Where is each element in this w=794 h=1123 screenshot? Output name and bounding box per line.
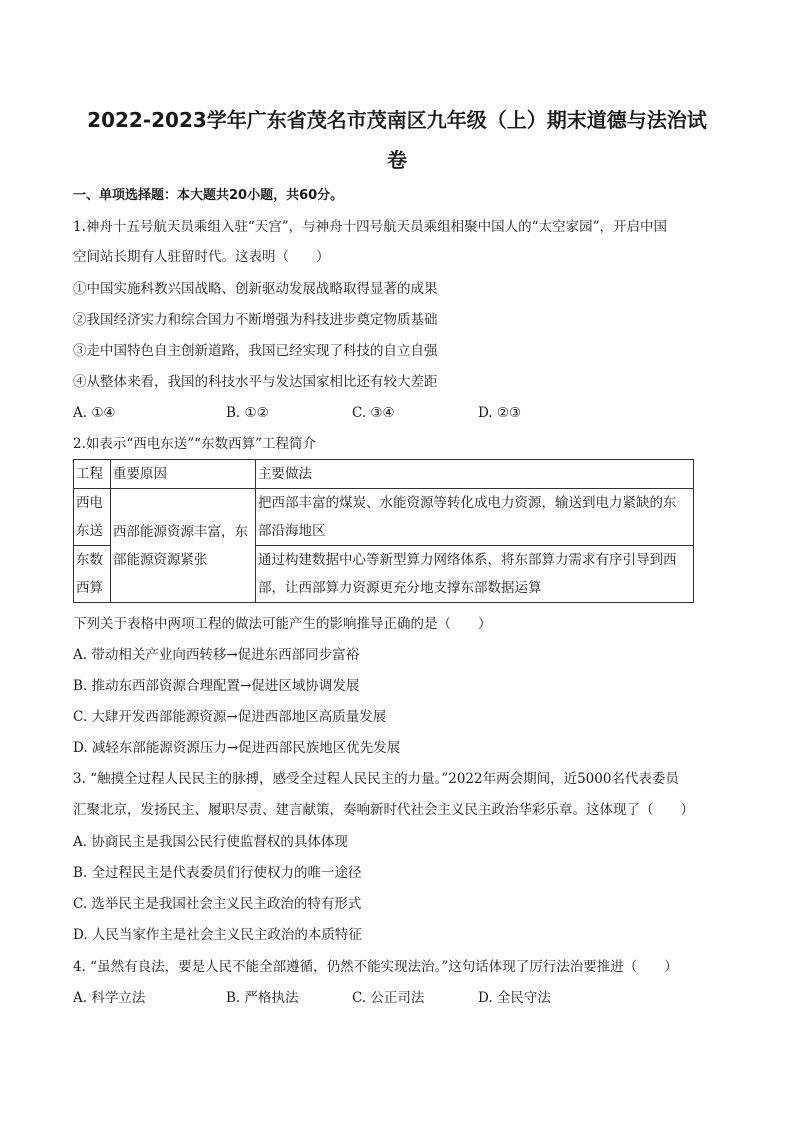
table-row xyxy=(74,489,694,546)
q4-option-a[interactable]: A. 科学立法 xyxy=(73,990,146,1006)
row2-project-line-1: 东数 xyxy=(76,552,103,568)
q3-option-c[interactable]: C. 选举民主是我国社会主义民主政治的特有形式 xyxy=(73,896,362,912)
q3-option-a[interactable]: A. 协商民主是我国公民行使监督权的具体体现 xyxy=(73,834,348,850)
exam-title xyxy=(60,100,734,180)
row2-project-line-2: 西算 xyxy=(76,580,103,596)
q4-option-c[interactable]: C. 公正司法 xyxy=(352,990,425,1006)
q2-option-c[interactable]: C. 大肆开发西部能源资源→促进西部地区高质量发展 xyxy=(73,709,387,725)
q4-stem: 4. “虽然有良法，要是人民不能全部遵循，仍然不能实现法治。”这句话体现了厉行法治要推进（ ） xyxy=(73,959,678,975)
q3-option-d[interactable]: D. 人民当家作主是社会主义民主政治的本质特征 xyxy=(73,927,362,943)
row1-project-line-2: 东送 xyxy=(76,523,103,539)
q1-option-d[interactable]: D. ②③ xyxy=(478,405,522,421)
shared-reason-cell xyxy=(111,489,256,603)
q1-stem-line-1: 1.神舟十五号航天员乘组入驻“天宫”，与神舟十四号航天员乘组相聚中国人的“太空家园”，开启中国 xyxy=(73,219,667,235)
header-method: 主要做法 xyxy=(256,460,694,489)
q1-option-c[interactable]: C. ③④ xyxy=(352,405,395,421)
project-table xyxy=(73,459,694,603)
row1-method-line-2: 部沿海地区 xyxy=(258,523,326,539)
q2-option-b[interactable]: B. 推动东西部资源合理配置→促进区域协调发展 xyxy=(73,678,360,694)
q2-intro: 2.如表示“西电东送”“东数西算”工程简介 xyxy=(73,436,316,452)
header-project: 工程 xyxy=(74,460,111,489)
header-reason: 重要原因 xyxy=(111,460,256,489)
q1-option-b[interactable]: B. ①② xyxy=(226,405,269,421)
row2-project-cell xyxy=(74,546,111,603)
title-line-1: 2022-2023学年广东省茂名市茂南区九年级（上）期末道德与法治试 xyxy=(87,108,707,132)
q4-option-d[interactable]: D. 全民守法 xyxy=(478,990,551,1006)
row2-method-line-2: 部，让西部算力资源更充分地支撑东部数据运算 xyxy=(258,580,542,596)
q4-option-b[interactable]: B. 严格执法 xyxy=(226,990,299,1006)
row2-method-cell xyxy=(256,546,694,603)
q1-statement-3: ③走中国特色自主创新道路，我国已经实现了科技的自立自强 xyxy=(73,343,438,359)
reason-line-2: 部能源资源紧张 xyxy=(113,551,208,568)
q3-option-b[interactable]: B. 全过程民主是代表委员们行使权力的唯一途径 xyxy=(73,865,362,881)
q2-stem: 下列关于表格中两项工程的做法可能产生的影响推导正确的是（ ） xyxy=(73,616,492,632)
table-header-row xyxy=(74,460,694,489)
section-heading: 一、单项选择题：本大题共20小题，共60分。 xyxy=(73,188,344,203)
row1-method-line-1: 把西部丰富的煤炭、水能资源等转化成电力资源，输送到电力紧缺的东 xyxy=(258,495,677,511)
q2-option-d[interactable]: D. 减轻东部能源资源压力→促进西部民族地区优先发展 xyxy=(73,740,401,756)
q1-statement-1: ①中国实施科教兴国战略、创新驱动发展战略取得显著的成果 xyxy=(73,281,438,297)
q3-stem-line-2: 汇聚北京，发扬民主、履职尽责、建言献策，奏响新时代社会主义民主政治华彩乐章。这体现了（ ） xyxy=(73,802,694,818)
row1-method-cell xyxy=(256,489,694,546)
row1-project-line-1: 西电 xyxy=(76,495,103,511)
q1-statement-4: ④从整体来看，我国的科技水平与发达国家相比还有较大差距 xyxy=(73,374,438,390)
q3-stem-line-1: 3. “触摸全过程人民民主的脉搏，感受全过程人民民主的力量。”2022年两会期间，近5000名代表委员 xyxy=(73,771,679,787)
row1-project-cell xyxy=(74,489,111,546)
q1-option-a[interactable]: A. ①④ xyxy=(73,405,116,421)
q1-statement-2: ②我国经济实力和综合国力不断增强为科技进步奠定物质基础 xyxy=(73,312,438,328)
reason-line-1: 西部能源资源丰富，东 xyxy=(113,523,248,540)
q1-stem-line-2: 空间站长期有人驻留时代。这表明（ ） xyxy=(73,249,330,265)
row2-method-line-1: 通过构建数据中心等新型算力网络体系，将东部算力需求有序引导到西 xyxy=(258,552,677,568)
q2-option-a[interactable]: A. 带动相关产业向西转移→促进东西部同步富裕 xyxy=(73,647,360,663)
title-line-2: 卷 xyxy=(387,148,407,172)
